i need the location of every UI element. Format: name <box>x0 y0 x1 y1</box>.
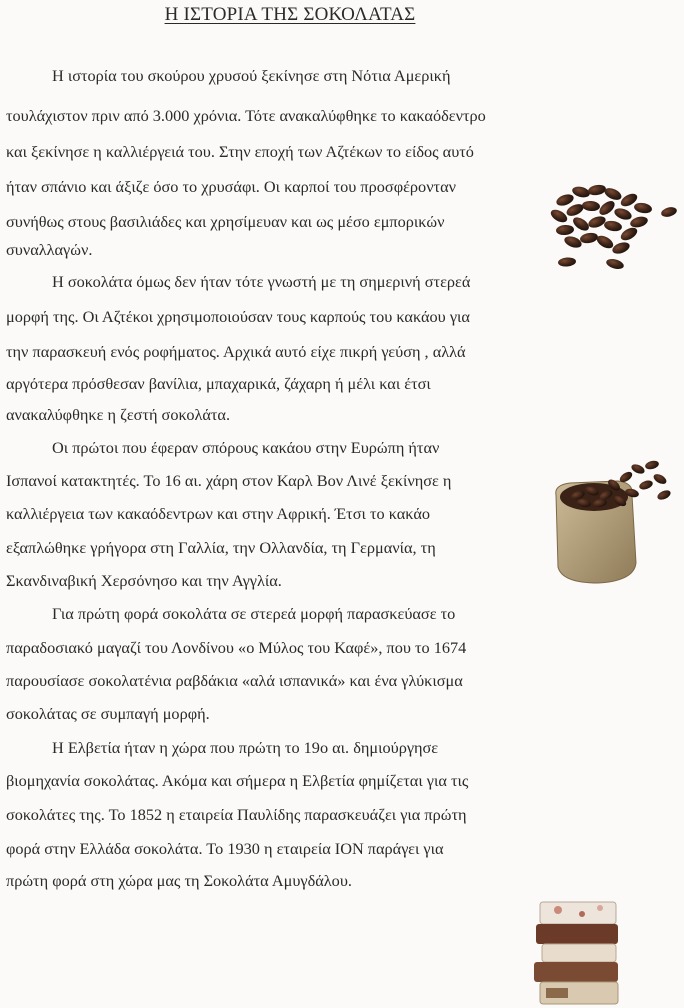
text-line: σοκολάτες της. Το 1852 η εταιρεία Παυλίδης παρασκευάζει για πρώτη <box>6 805 467 824</box>
text-line: και ξεκίνησε η καλλιέργειά του. Στην εποχή των Αζτέκων το είδος αυτό <box>6 142 474 161</box>
text-line: Η ιστορία του σκούρου χρυσού ξεκίνησε στη Νότια Αμερική <box>52 66 451 85</box>
text-line: Ισπανοί κατακτητές. Το 16 αι. χάρη στον Καρλ Βον Λινέ ξεκίνησε η <box>6 471 452 490</box>
text-line: πρώτη φορά στη χώρα μας τη Σοκολάτα Αμυγδάλου. <box>6 871 352 890</box>
text-line: φορά στην Ελλάδα σοκολάτα. Το 1930 η εταιρεία ΙΟΝ παράγει για <box>6 839 444 858</box>
text-line: τουλάχιστον πριν από 3.000 χρόνια. Τότε ανακαλύφθηκε το κακαόδεντρο <box>6 106 486 125</box>
text-line: παρουσίασε σοκολατένια ραβδάκια «αλά ισπανικά» και ένα γλύκισμα <box>6 671 463 690</box>
text-line: Οι πρώτοι που έφεραν σπόρους κακάου στην Ευρώπη ήταν <box>52 438 440 457</box>
page-title: Η ΙΣΤΟΡΙΑ ΤΗΣ ΣΟΚΟΛΑΤΑΣ <box>164 4 416 25</box>
text-line: Για πρώτη φορά σοκολάτα σε στερεά μορφή παρασκεύασε το <box>52 604 456 623</box>
text-line: Σκανδιναβική Χερσόνησο και την Αγγλία. <box>6 571 282 590</box>
chocolate-stack-image <box>530 898 630 1006</box>
text-line: την παρασκευή ενός ροφήματος. Αρχικά αυτό είχε πικρή γεύση , αλλά <box>6 342 466 361</box>
text-line: Η Ελβετία ήταν η χώρα που πρώτη το 19ο αι. δημιούργησε <box>52 738 439 757</box>
text-line: βιομηχανία σοκολάτας. Ακόμα και σήμερα η Ελβετία φημίζεται για τις <box>6 771 469 790</box>
text-line: σοκολάτας σε συμπαγή μορφή. <box>6 704 210 723</box>
text-line: ανακαλύφθηκε η ζεστή σοκολάτα. <box>6 405 231 424</box>
text-line: συνήθως στους βασιλιάδες και χρησίμευαν και ως μέσο εμπορικών <box>6 212 445 231</box>
text-line: συναλλαγών. <box>6 240 93 259</box>
text-line: αργότερα πρόσθεσαν βανίλια, μπαχαρικά, ζάχαρη ή μέλι και έτσι <box>6 374 431 393</box>
text-line: παραδοσιακό μαγαζί του Λονδίνου «ο Μύλος του Καφέ», που το 1674 <box>6 638 467 657</box>
text-line: Η σοκολάτα όμως δεν ήταν τότε γνωστή με τη σημερινή στερεά <box>52 272 471 291</box>
text-line: ήταν σπάνιο και άξιζε όσο το χρυσάφι. Οι καρποί του προσφέρονταν <box>6 177 456 196</box>
text-line: μορφή της. Οι Αζτέκοι χρησιμοποιούσαν τους καρπούς του κακάου για <box>6 307 470 326</box>
cocoa-beans-image <box>545 178 680 274</box>
text-line: καλλιέργεια των κακαόδεντρων και στην Αφρική. Έτσι το κακάο <box>6 504 431 523</box>
text-line: εξαπλώθηκε γρήγορα στη Γαλλία, την Ολλανδία, τη Γερμανία, τη <box>6 538 436 557</box>
cocoa-sack-image <box>548 455 676 587</box>
